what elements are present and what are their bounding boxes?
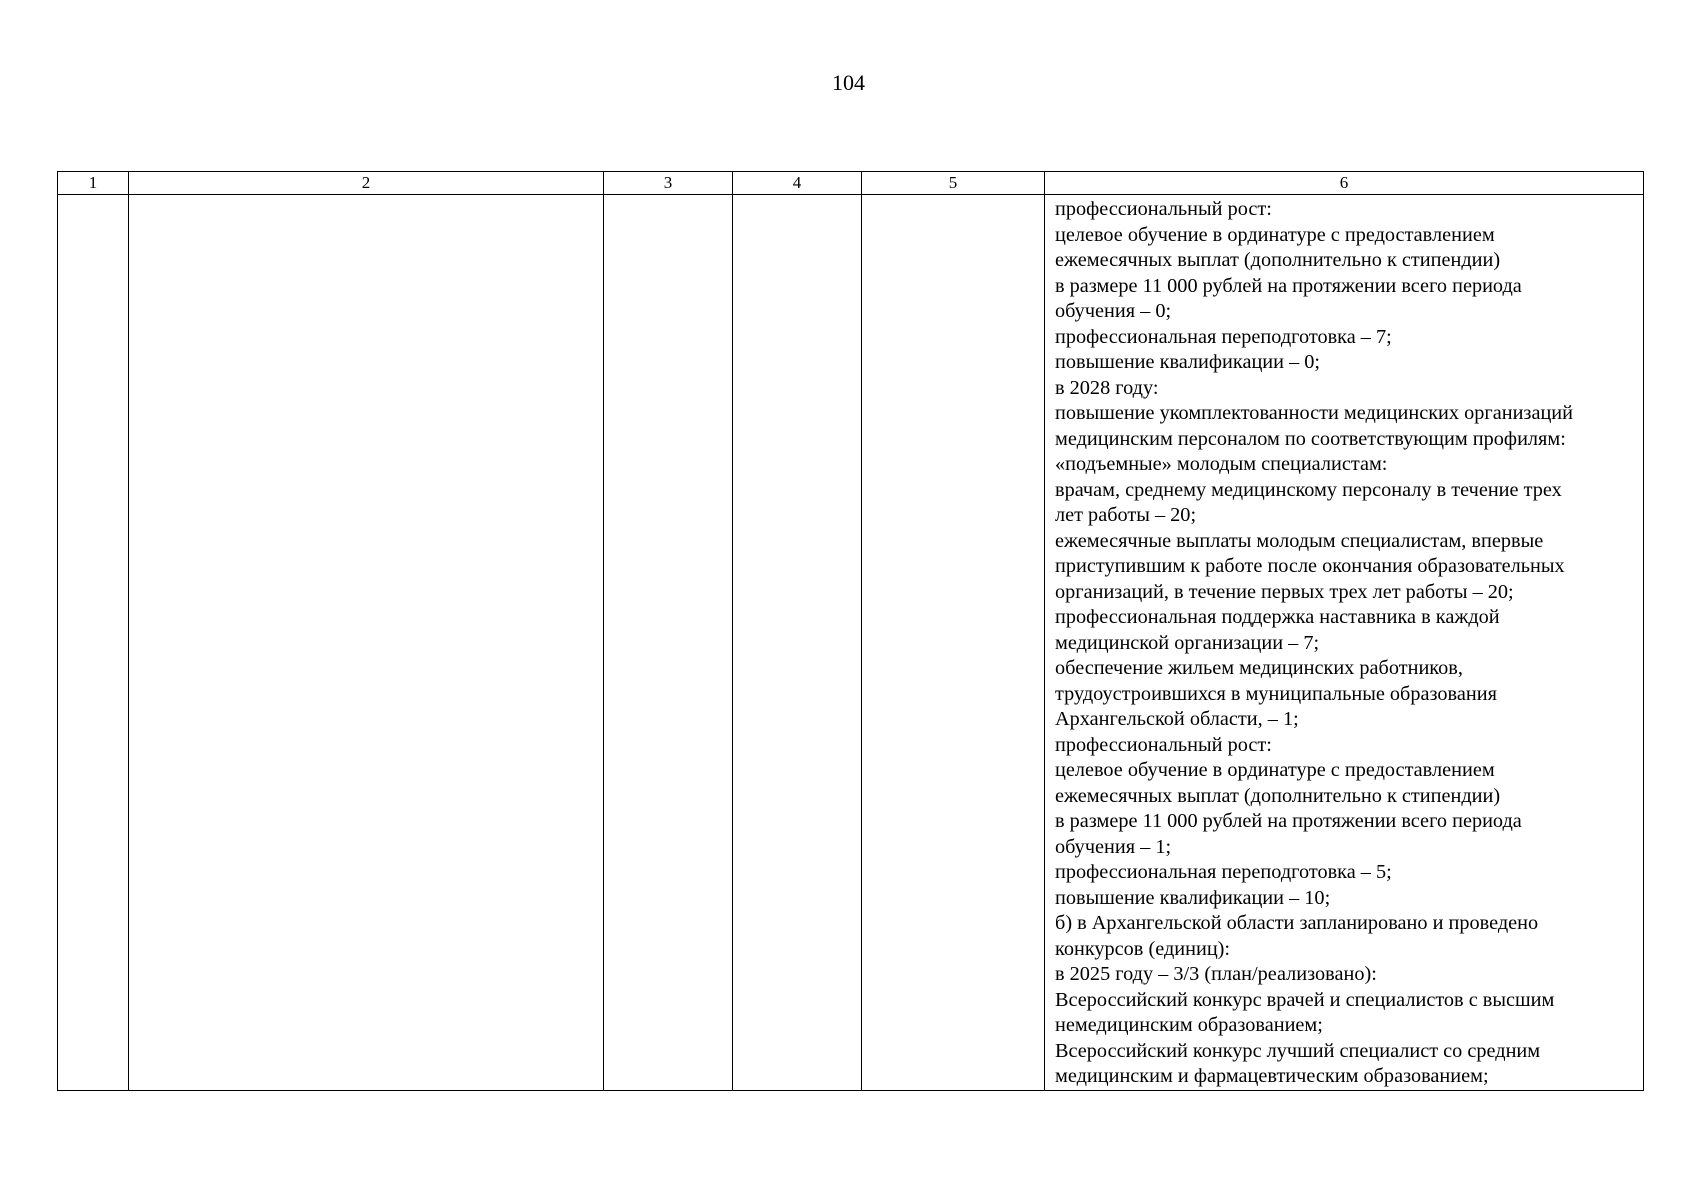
text-line: обучения – 1; [1055, 835, 1172, 858]
text-line: повышение квалификации – 0; [1055, 351, 1321, 373]
text-line: профессиональная поддержка наставника в каждой [1055, 606, 1500, 628]
text-line: в размере 11 000 рублей на протяжении всего периода [1055, 274, 1522, 297]
text-line: приступившим к работе после окончания образовательных [1055, 555, 1565, 577]
text-line: немедицинским образованием; [1055, 1014, 1323, 1036]
text-line: в 2028 году: [1055, 376, 1159, 399]
cell-column-5 [862, 195, 1045, 1091]
text-line: повышение укомплектованности медицинских организаций [1055, 402, 1574, 424]
text-line: б) в Архангельской области запланировано и проведено [1055, 912, 1539, 934]
text-line: медицинским персоналом по соответствующим профилям: [1055, 427, 1566, 450]
column-header-4: 4 [733, 172, 862, 195]
text-line: лет работы – 20; [1055, 504, 1197, 526]
cell-column-4 [733, 195, 862, 1091]
text-line: врачам, среднему медицинскому персоналу в течение трех [1055, 478, 1562, 501]
text-line: организаций, в течение первых трех лет работы – 20; [1055, 580, 1514, 603]
cell-column-2 [129, 195, 604, 1091]
text-line: профессиональный рост: [1055, 198, 1272, 220]
cell-column-1 [58, 195, 129, 1091]
column-header-3: 3 [604, 172, 733, 195]
column-header-2: 2 [129, 172, 604, 195]
text-line: обучения – 0; [1055, 300, 1172, 322]
text-line: обеспечение жильем медицинских работников, [1055, 657, 1463, 679]
text-line: целевое обучение в ординатуре с предоставлением [1055, 759, 1495, 781]
column-header-5: 5 [862, 172, 1045, 195]
column-header-1: 1 [58, 172, 129, 195]
text-line: Архангельской области, – 1; [1055, 708, 1299, 730]
text-line: «подъемные» молодым специалистам: [1055, 453, 1388, 475]
text-line: ежемесячных выплат (дополнительно к стипендии) [1055, 249, 1501, 271]
text-line: конкурсов (единиц): [1055, 937, 1231, 960]
text-line: ежемесячных выплат (дополнительно к стипендии) [1055, 784, 1501, 807]
text-line: медицинской организации – 7; [1055, 631, 1320, 654]
page-number: 104 [832, 70, 865, 95]
table-header-row [58, 172, 1644, 195]
text-line: в размере 11 000 рублей на протяжении всего периода [1055, 810, 1522, 832]
column-header-6: 6 [1045, 172, 1644, 195]
text-line: целевое обучение в ординатуре с предоставлением [1055, 223, 1495, 246]
text-line: медицинским и фармацевтическим образованием; [1055, 1065, 1489, 1087]
text-line: ежемесячные выплаты молодым специалистам, впервые [1055, 529, 1544, 552]
table-row [58, 195, 1644, 1091]
cell-column-6 [1045, 195, 1644, 1091]
text-line: повышение квалификации – 10; [1055, 886, 1331, 909]
text-line: профессиональная переподготовка – 5; [1055, 861, 1392, 883]
text-line: трудоустроившихся в муниципальные образования [1055, 682, 1497, 705]
document-table [57, 171, 1644, 1091]
text-line: Всероссийский конкурс лучший специалист со средним [1055, 1039, 1541, 1062]
text-line: Всероссийский конкурс врачей и специалистов с высшим [1055, 988, 1555, 1011]
text-line: профессиональный рост: [1055, 733, 1272, 756]
text-line: профессиональная переподготовка – 7; [1055, 325, 1392, 348]
cell-column-3 [604, 195, 733, 1091]
text-line: в 2025 году – 3/3 (план/реализовано): [1055, 963, 1377, 985]
